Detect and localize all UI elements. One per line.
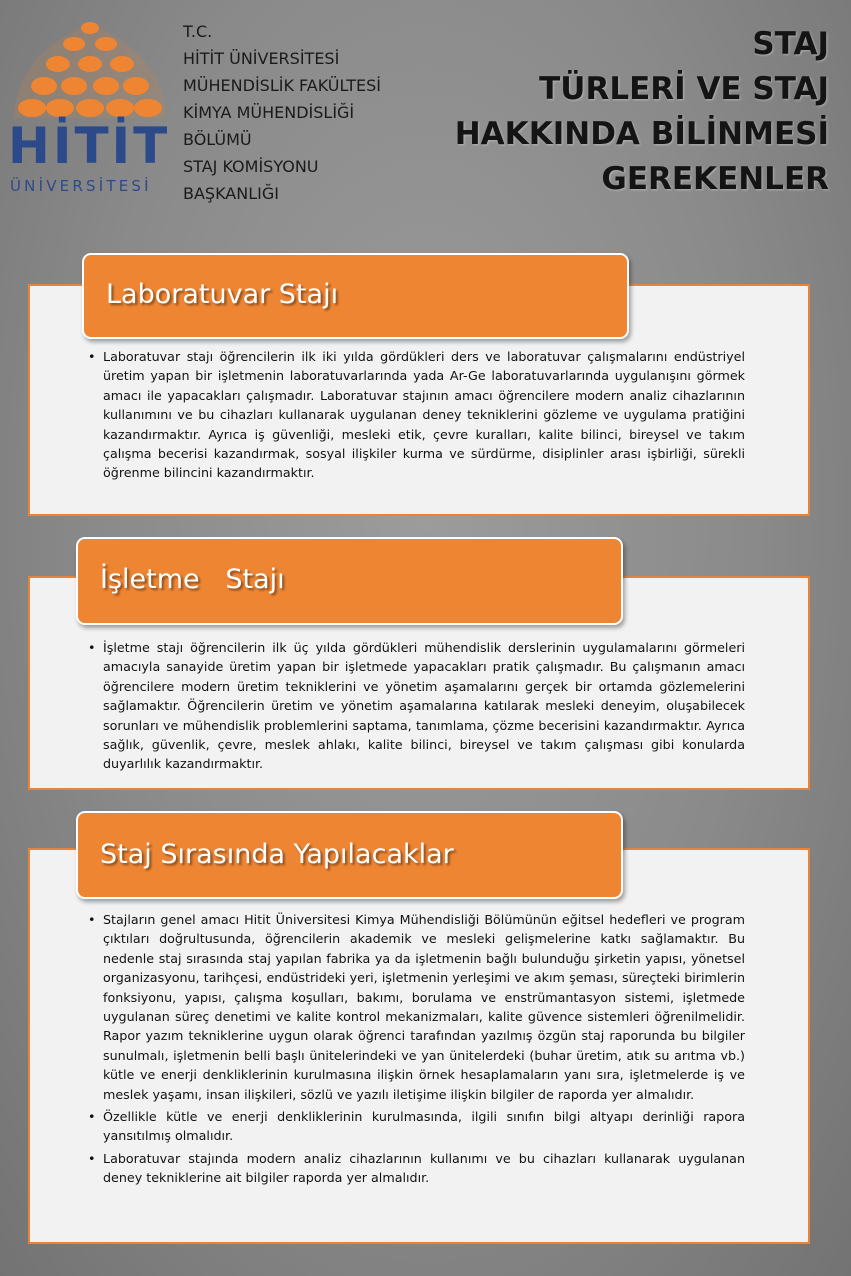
- logo-wordmark: HİTİT: [8, 117, 171, 175]
- section-heading-todo: [76, 811, 623, 899]
- bullet-paragraph: • Stajların genel amacı Hitit Üniversitesi Kimya Mühendisliği Bölümünün eğitsel hedefleri ve program çıktıları doğrultusunda, öğrencilerin akademik ve mesleki gelişmelerine katkı sağlamaktır. Bu nedenle staj sırasında staj yapılan fabrika ya da işletmenin bağlı bulunduğu şirketin yapısı, yönetsel organizasyonu, tarihçesi, endüstrideki yeri, işletmenin yerleşimi ve akım şeması, süreçteki birimlerin fonksiyonu, yapısı, çalışma koşulları, bakımı, borulama ve enstrümantasyon sistemi, işletmede uygulanan süreç denetimi ve kalite kontrol mekanizmaları, kalite güvence sistemleri öğrenilmelidir. Rapor yazım tekniklerine uygun olarak öğrenci tarafından yazılmış özgün staj raporunda bu bilgiler sunulmalı, işletmenin belli başlı ünitelerindeki ve yan ünitelerdeki (buhar üretim, atık su arıtma vb.) kütle ve enerji denkliklerinin kurulmasına ilişkin örnek hesaplamaların yanı sıra, işletmelerde iş ve meslek yaşamı, insan ilişkileri, sözlü ve yazılı iletişime ilişkin bilgiler de raporda yer almalıdır.: [88, 910, 745, 1104]
- header-line: HİTİT ÜNİVERSİTESİ: [183, 49, 340, 68]
- section-body-laboratory: [88, 347, 745, 483]
- bullet-paragraph: • Laboratuvar stajı öğrencilerin ilk iki yılda gördükleri ders ve laboratuvar çalışmalarını endüstriyel üretim yapan bir işletmenin laboratuvarlarında yada Ar-Ge laboratuvarlarında uygulanışını görmek amacı ile yapacakları çalışmadır. Laboratuvar stajının amacı öğrencilere modern analiz cihazlarının kullanımını ve bu cihazları kullanarak uygulanan deney tekniklerini gözleme ve uygulama pratiğini kazandırmaktır. Ayrıca iş güvenliği, mesleki etik, çevre kuralları, kalite bilinci, bireysel ve takım çalışma becerisi kazandırmak, sosyal ilişkiler kurma ve sürdürme, disiplinler arası işbirliği, sürekli öğrenme bilincini kazandırmaktır.: [88, 347, 745, 483]
- title-line: GEREKENLER: [601, 161, 829, 197]
- dome-emblem-icon: [6, 14, 174, 134]
- header-line: STAJ KOMİSYONU: [183, 157, 319, 176]
- logo-subword: ÜNİVERSİTESİ: [10, 177, 152, 195]
- title-line: HAKKINDA BİLİNMESİ: [454, 116, 829, 152]
- bullet-paragraph: • İşletme stajı öğrencilerin ilk üç yılda gördükleri mühendislik derslerinin uygulamalarını görmeleri amacıyla sanayide üretim yapan bir işletmede yapacakları pratik çalışmadır. Bu çalışmanın amacı öğrencilere modern üretim tekniklerini ve yönetim aşamalarını gerçek bir ortamda gözlemelerini sağlamaktır. Öğrencilerin üretim ve yönetim aşamalarına katılarak mesleki deneyim, oluşabilecek sorunları ve mühendislik problemlerini saptama, tanımlama, çözme becerisini kazandırmaktır. Ayrıca sağlık, güvenlik, çevre, meslek ahlakı, kalite bilinci, bireysel ve takım çalışması gibi konularda duyarlılık kazandırmaktır.: [88, 638, 745, 774]
- bullet-paragraph: • Özellikle kütle ve enerji denkliklerinin kurulmasında, ilgili sınıfın bilgi altyapı derinliği rapora yansıtılmış olmalıdır.: [88, 1107, 745, 1146]
- section-heading-industry: [76, 537, 623, 625]
- header-line: MÜHENDİSLİK FAKÜLTESİ: [183, 76, 381, 95]
- section-heading-text: Staj Sırasında Yapılacaklar: [100, 839, 454, 870]
- institution-header: [183, 18, 453, 207]
- header-line: BAŞKANLIĞI: [183, 184, 279, 203]
- page-title: [449, 22, 829, 202]
- section-body-todo: [88, 910, 745, 1188]
- header-line: BÖLÜMÜ: [183, 130, 252, 149]
- section-heading-text: İşletme Stajı: [100, 564, 285, 595]
- section-heading-laboratory: [82, 253, 629, 339]
- section-heading-text: Laboratuvar Stajı: [106, 279, 339, 310]
- title-line: TÜRLERİ VE STAJ: [539, 71, 829, 107]
- bullet-paragraph: • Laboratuvar stajında modern analiz cihazlarının kullanımı ve bu cihazları kullanarak uygulanan deney tekniklerine ait bilgiler raporda yer almalıdır.: [88, 1149, 745, 1188]
- header-line: T.C.: [183, 22, 213, 41]
- title-line: STAJ: [752, 26, 829, 62]
- header-line: KİMYA MÜHENDİSLİĞİ: [183, 103, 355, 122]
- section-body-industry: [88, 638, 745, 790]
